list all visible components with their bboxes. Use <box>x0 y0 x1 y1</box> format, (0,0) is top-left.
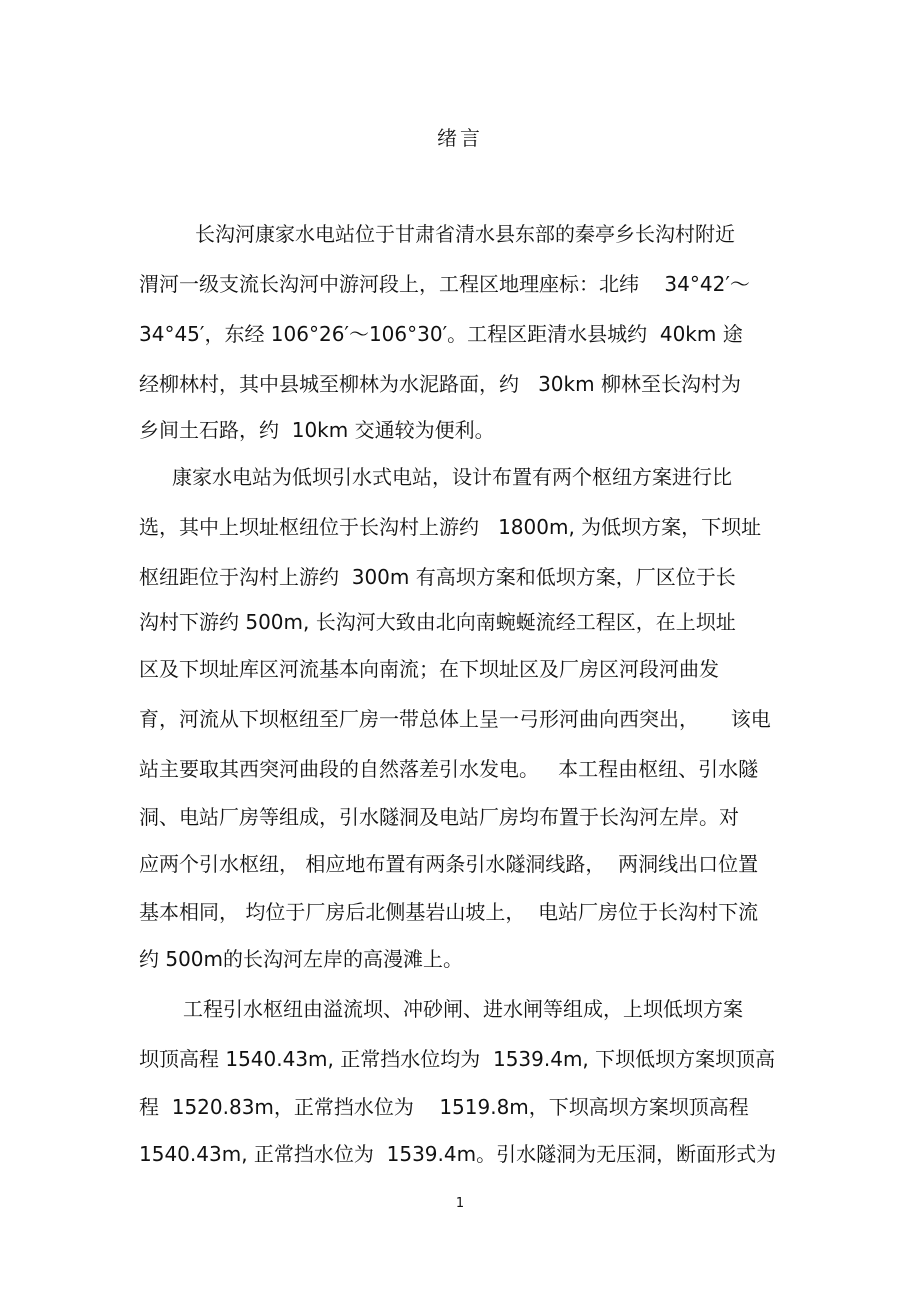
paragraph-line: 站主要取其西突河曲段的自然落差引水发电。 本工程由枢纽、引水隧 <box>139 757 759 781</box>
paragraph-line: 工程引水枢纽由溢流坝、冲砂闸、进水闸等组成，上坝低坝方案 <box>183 997 743 1021</box>
paragraph-line: 洞、电站厂房等组成，引水隧洞及电站厂房均布置于长沟河左岸。对 <box>139 805 739 829</box>
paragraph-line: 约 500m的长沟河左岸的高漫滩上。 <box>139 947 464 971</box>
page-number: 1 <box>455 1196 465 1211</box>
paragraph-line: 区及下坝址库区河流基本向南流；在下坝址区及厂房区河段河曲发 <box>139 657 719 681</box>
paragraph-line: 长沟河康家水电站位于甘肃省清水县东部的秦亭乡长沟村附近 <box>195 222 735 246</box>
paragraph-line: 34°45′，东经 106°26′～106°30′。工程区距清水县城约 40km 途 <box>139 322 743 346</box>
paragraph-line: 枢纽距位于沟村上游约 300m 有高坝方案和低坝方案，厂区位于长 <box>139 565 736 589</box>
paragraph-line: 乡间土石路，约 10km 交通较为便利。 <box>139 418 495 442</box>
paragraph-line: 康家水电站为低坝引水式电站，设计布置有两个枢纽方案进行比 <box>172 465 732 489</box>
paragraph-line: 应两个引水枢纽， 相应地布置有两条引水隧洞线路， 两洞线出口位置 <box>139 852 759 876</box>
paragraph-line: 渭河一级支流长沟河中游河段上，工程区地理座标：北纬 34°42′～ <box>139 272 750 296</box>
paragraph-line: 选，其中上坝址枢纽位于长沟村上游约 1800m, 为低坝方案，下坝址 <box>139 515 762 539</box>
paragraph-line: 1540.43m, 正常挡水位为 1539.4m。引水隧洞为无压洞，断面形式为 <box>139 1142 777 1166</box>
document-title: 绪言 <box>437 126 483 150</box>
paragraph-line: 经柳林村，其中县城至柳林为水泥路面，约 30km 柳林至长沟村为 <box>139 372 741 396</box>
paragraph-line: 坝顶高程 1540.43m, 正常挡水位均为 1539.4m, 下坝低坝方案坝顶高 <box>139 1047 776 1071</box>
paragraph-line: 育，河流从下坝枢纽至厂房一带总体上呈一弓形河曲向西突出， 该电 <box>139 707 771 731</box>
paragraph-line: 程 1520.83m，正常挡水位为 1519.8m，下坝高坝方案坝顶高程 <box>139 1095 749 1119</box>
paragraph-line: 基本相同， 均位于厂房后北侧基岩山坡上， 电站厂房位于长沟村下流 <box>139 900 759 924</box>
paragraph-line: 沟村下游约 500m, 长沟河大致由北向南蜿蜒流经工程区，在上坝址 <box>139 610 736 634</box>
